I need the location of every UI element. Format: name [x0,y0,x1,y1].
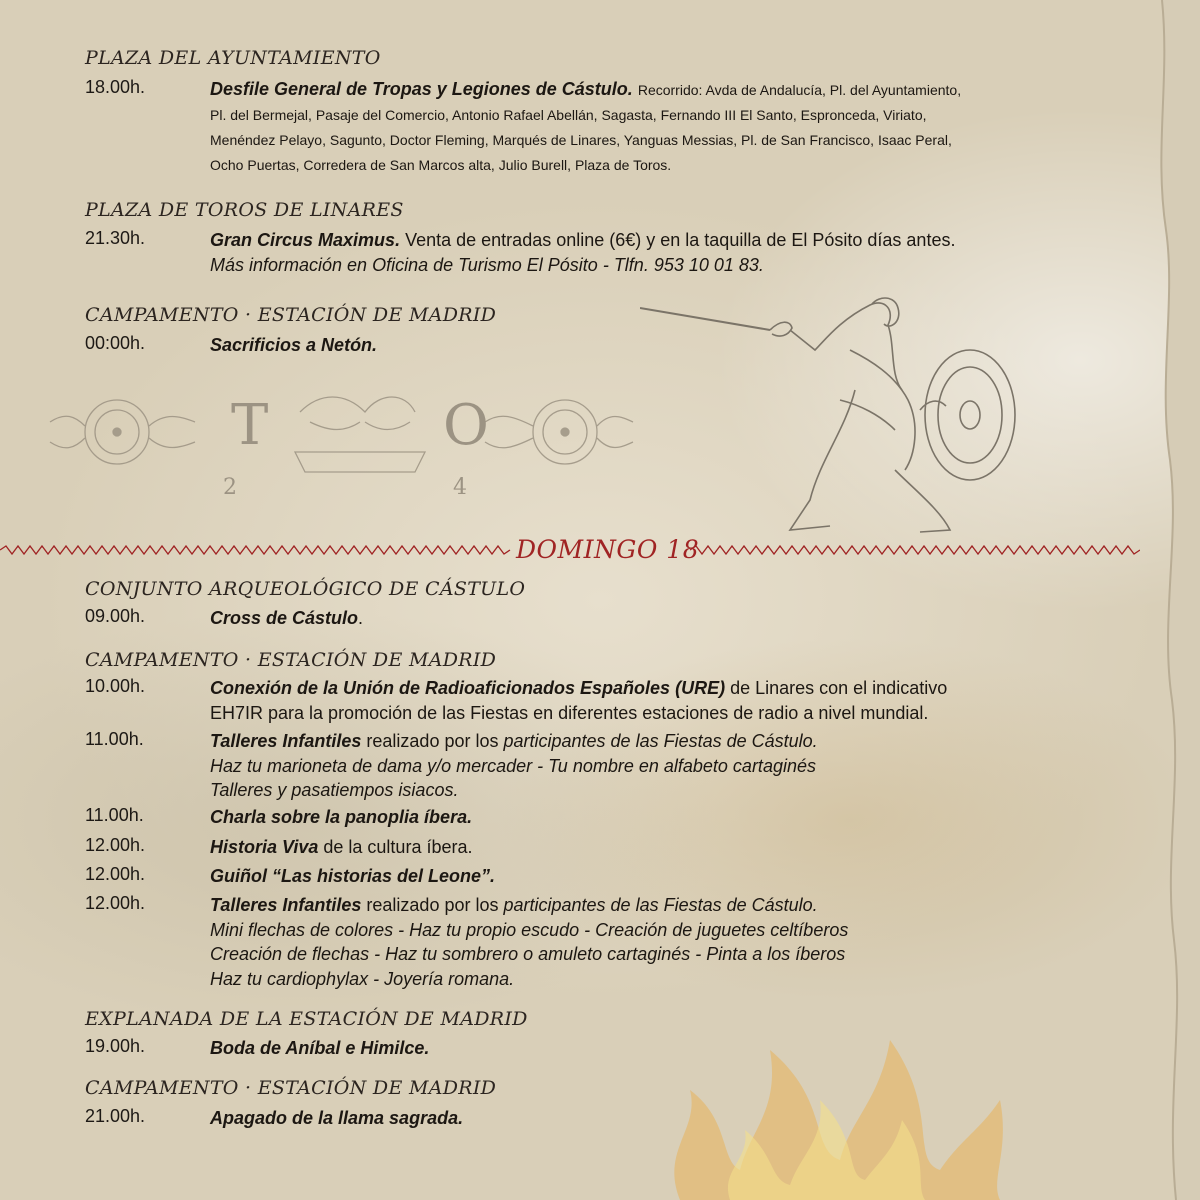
event-detail: Creación de flechas - Haz tu sombrero o amuleto cartaginés - Pinta a los íberos [210,944,846,964]
venue-heading: CAMPAMENTO · ESTACIÓN DE MADRID [85,1077,497,1099]
event-content [210,805,472,830]
event-text: de Linares con el indicativo [725,678,948,698]
event-title: Boda de Aníbal e Himilce. [210,1038,430,1058]
event-content [210,729,1090,803]
venue-heading: CONJUNTO ARQUEOLÓGICO DE CÁSTULO [85,578,526,600]
torn-paper-edge [1140,0,1200,1200]
event-title: Conexión de la Unión de Radioaficionados Españoles (URE) [210,678,726,698]
venue-heading: CAMPAMENTO · ESTACIÓN DE MADRID [85,304,497,326]
event-text: EH7IR para la promoción de las Fiestas en diferentes estaciones de radio a nivel mundial. [210,702,929,723]
event-content [210,333,377,358]
event-title: Sacrificios a Netón. [210,335,378,355]
event-detail: Talleres y pasatiempos isiacos. [210,780,459,800]
ornament-number-4: 4 [453,475,467,494]
event-time: 10.00h. [85,676,146,696]
event-time: 09.00h. [85,606,146,626]
event-time: 12.00h. [85,893,146,913]
event-detail: Haz tu cardiophylax - Joyería romana. [210,968,515,989]
ornament-letter-t: T [231,393,269,458]
event-content [210,893,1090,991]
venue-heading: CAMPAMENTO · ESTACIÓN DE MADRID [85,649,497,671]
route-line: Menéndez Pelayo, Sagunto, Doctor Fleming, Marqués de Linares, Yanguas Messias, Pl. de San Francisco, Isaac Peral, [210,132,952,148]
ornament-frieze [45,382,635,494]
event-detail: Mini flechas de colores - Haz tu propio escudo - Creación de juguetes celtíberos [210,919,849,940]
venue-heading: EXPLANADA DE LA ESTACIÓN DE MADRID [85,1008,528,1030]
event-time: 12.00h. [85,864,146,884]
ornament-letter-o: O [443,393,489,458]
event-title-end: . [358,608,364,628]
event-time: 21.00h. [85,1106,146,1126]
event-text: de la cultura íbera. [318,837,473,857]
fire-illustration [640,1010,1020,1200]
event-content [210,228,1110,277]
venue-heading: PLAZA DEL AYUNTAMIENTO [85,47,381,69]
event-title: Cross de Cástulo [210,608,359,628]
event-content [210,1036,429,1061]
event-text-italic: participantes de las Fiestas de Cástulo. [503,895,818,915]
event-title: Talleres Infantiles [210,895,362,915]
event-content [210,835,472,860]
event-text: realizado por los [361,895,504,915]
event-title: Guiñol “Las historias del Leone”. [210,866,496,886]
route-line: Recorrido: Avda de Andalucía, Pl. del Ayuntamiento, [637,82,962,98]
event-content [210,676,1090,725]
event-title: Gran Circus Maximus. [210,230,401,250]
event-title: Charla sobre la panoplia íbera. [210,807,473,827]
event-time: 19.00h. [85,1036,146,1056]
event-time: 11.00h. [85,729,144,749]
event-info: Más información en Oficina de Turismo El Pósito - Tlfn. 953 10 01 83. [210,254,764,275]
event-text: realizado por los [361,731,504,751]
event-time: 12.00h. [85,835,146,855]
event-text-italic: participantes de las Fiestas de Cástulo. [503,731,818,751]
event-text: Venta de entradas online (6€) y en la taquilla de El Pósito días antes. [405,230,956,250]
event-title: Talleres Infantiles [210,731,362,751]
event-time: 21.30h. [85,228,146,248]
event-content [210,1106,463,1131]
event-title: Desfile General de Tropas y Legiones de Cástulo. [210,79,633,99]
event-time: 11.00h. [85,805,144,825]
event-title: Historia Viva [210,837,319,857]
route-line: Pl. del Bermejal, Pasaje del Comercio, Antonio Rafael Abellán, Sagasta, Fernando III El Santo, Espronceda, Viriato, [210,107,927,123]
event-title: Apagado de la llama sagrada. [210,1108,464,1128]
event-time: 00:00h. [85,333,146,353]
event-content [210,77,1090,177]
day-title: DOMINGO 18 [516,535,700,564]
warrior-illustration [640,290,1020,540]
route-line: Ocho Puertas, Corredera de San Marcos alta, Julio Burell, Plaza de Toros. [210,157,672,173]
event-content [210,606,363,631]
event-content [210,864,495,889]
event-detail: Haz tu marioneta de dama y/o mercader - Tu nombre en alfabeto cartaginés [210,755,816,776]
event-time: 18.00h. [85,77,146,97]
ornament-number-2: 2 [223,475,237,494]
venue-heading: PLAZA DE TOROS DE LINARES [85,199,404,221]
